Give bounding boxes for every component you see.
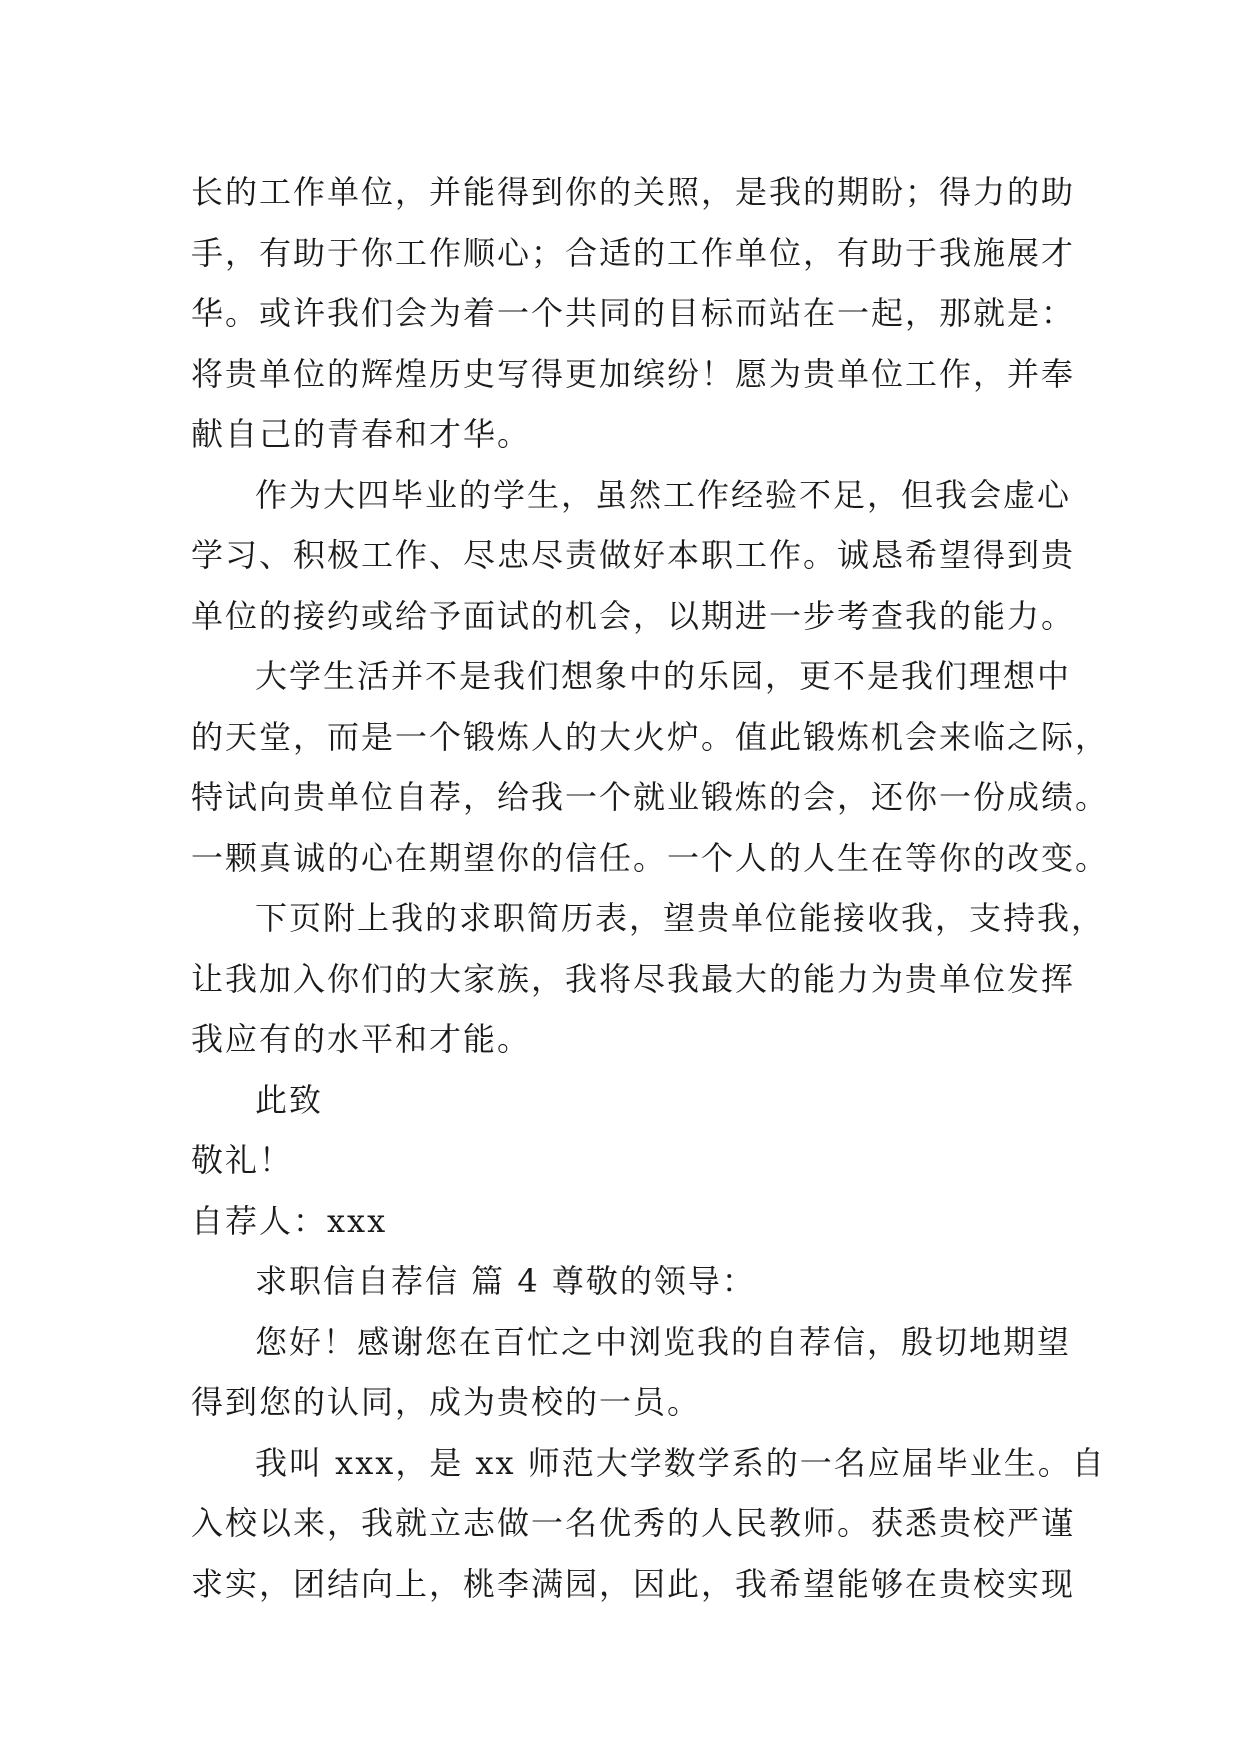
signature-line: 自荐人：xxx [191, 1201, 388, 1240]
letter-body [191, 162, 1110, 1614]
section-heading: 求职信自荐信 篇 4 尊敬的领导： [255, 1262, 756, 1300]
text-line: 得到您的认同，成为贵校的一员。 [191, 1383, 702, 1421]
text-line: 单位的接约或给予面试的机会，以期进一步考查我的能力。 [191, 596, 1076, 635]
text-line: 学习、积极工作、尽忠尽责做好本职工作。诚恳希望得到贵 [191, 536, 1076, 574]
text-line: 我应有的水平和才能。 [191, 1020, 532, 1058]
text-line: 作为大四毕业的学生，虽然工作经验不足，但我会虚心 [255, 475, 1072, 514]
text-line: 的天堂，而是一个锻炼人的大火炉。值此锻炼机会来临之际， [191, 717, 1110, 756]
text-line: 下页附上我的求职简历表，望贵单位能接收我，支持我， [255, 899, 1106, 937]
text-line: 求实，团结向上，桃李满园，因此，我希望能够在贵校实现 [191, 1564, 1076, 1603]
text-line: 手，有助于你工作顺心；合适的工作单位，有助于我施展才 [191, 233, 1076, 272]
text-line: 入校以来，我就立志做一名优秀的人民教师。获悉贵校严谨 [191, 1504, 1076, 1542]
closing-salutation: 此致 [255, 1080, 324, 1119]
text-line: 将贵单位的辉煌历史写得更加缤纷！愿为贵单位工作，并奉 [191, 354, 1076, 393]
text-line: 让我加入你们的大家族，我将尽我最大的能力为贵单位发挥 [191, 959, 1076, 998]
text-line: 特试向贵单位自荐，给我一个就业锻炼的会，还你一份成绩。 [191, 778, 1110, 816]
text-line: 华。或许我们会为着一个共同的目标而站在一起，那就是： [191, 294, 1076, 332]
text-line: 您好！感谢您在百忙之中浏览我的自荐信，殷切地期望 [255, 1322, 1072, 1361]
text-line: 一颗真诚的心在期望你的信任。一个人的人生在等你的改变。 [191, 838, 1110, 877]
text-line: 长的工作单位，并能得到你的关照，是我的期盼；得力的助 [191, 173, 1076, 211]
text-line: 我叫 xxx，是 xx 师范大学数学系的一名应届毕业生。自 [255, 1443, 1106, 1482]
text-line: 献自己的青春和才华。 [191, 415, 532, 453]
closing-regards: 敬礼！ [191, 1141, 294, 1179]
text-line: 大学生活并不是我们想象中的乐园，更不是我们理想中 [255, 657, 1072, 695]
